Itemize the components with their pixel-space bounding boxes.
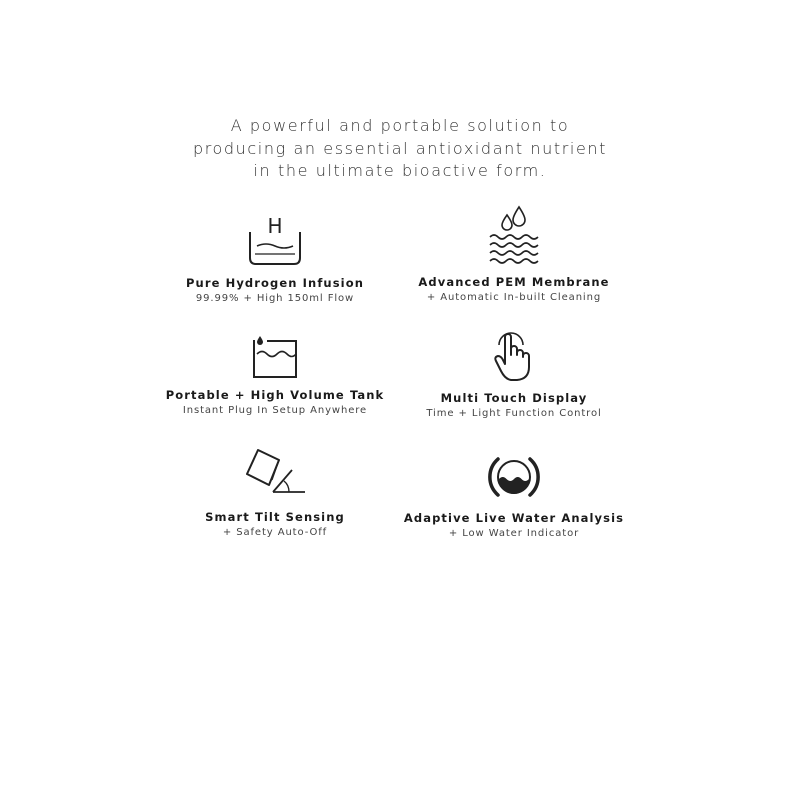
feature-subtitle: Time + Light Function Control	[426, 408, 602, 419]
feature-pem-membrane	[384, 205, 644, 305]
touch-hand-icon	[489, 327, 539, 383]
feature-title: Portable + High Volume Tank	[165, 388, 385, 402]
feature-subtitle: + Safety Auto-Off	[222, 527, 328, 538]
feature-subtitle: + Automatic In-built Cleaning	[426, 292, 602, 303]
feature-touch-display	[384, 327, 644, 421]
feature-title: Adaptive Live Water Analysis	[403, 511, 625, 525]
feature-subtitle: 99.99% + High 150ml Flow	[195, 293, 355, 304]
feature-water-analysis	[384, 451, 644, 541]
feature-title: Multi Touch Display	[440, 391, 588, 405]
droplet-waves-icon	[486, 205, 542, 267]
feature-title: Pure Hydrogen Infusion	[186, 276, 364, 290]
feature-tilt-sensing	[145, 446, 405, 540]
feature-hydrogen-infusion	[145, 210, 405, 306]
hydrogen-container-icon	[247, 210, 303, 268]
intro-line: in the ultimate bioactive form.	[253, 161, 547, 180]
feature-volume-tank	[145, 332, 405, 418]
svg-text:H: H	[267, 214, 283, 238]
intro-text	[0, 115, 800, 183]
feature-title: Advanced PEM Membrane	[418, 275, 610, 289]
intro-line: A powerful and portable solution to	[230, 116, 570, 135]
feature-title: Smart Tilt Sensing	[205, 510, 345, 524]
water-level-icon	[484, 451, 544, 503]
feature-subtitle: Instant Plug In Setup Anywhere	[182, 405, 368, 416]
water-tank-icon	[250, 332, 300, 380]
feature-subtitle: + Low Water Indicator	[448, 528, 580, 539]
intro-line: producing an essential antioxidant nutrient	[192, 138, 608, 158]
tilt-sensor-icon	[243, 446, 307, 502]
